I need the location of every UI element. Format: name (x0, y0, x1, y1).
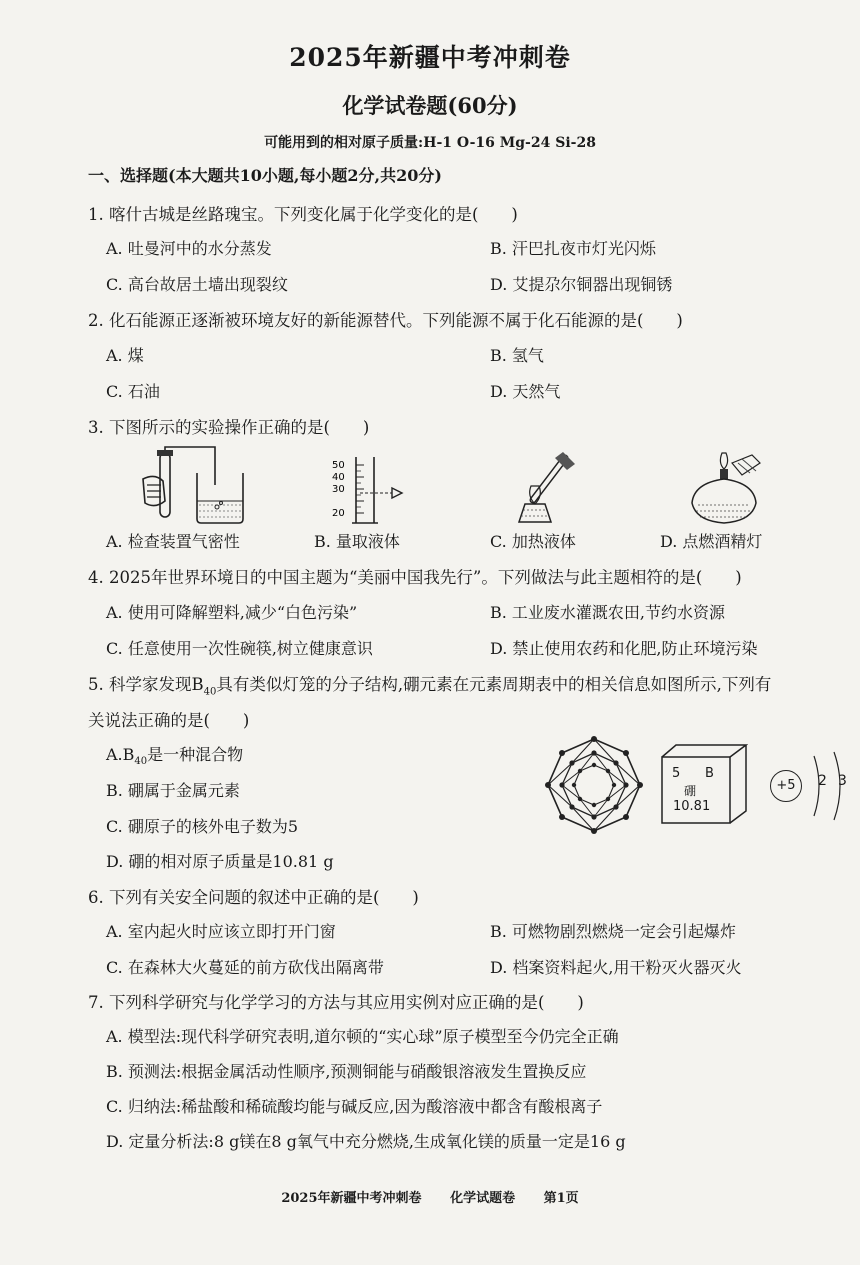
cylinder-tick-30: 30 (332, 484, 345, 495)
question-1-option-d: D. 艾提尕尔铜器出现铜锈 (490, 275, 673, 294)
question-3-option-c: C. 加热液体 (490, 532, 576, 551)
question-4-option-a: A. 使用可降解塑料,减少“白色污染” (106, 603, 358, 622)
question-6-option-d: D. 档案资料起火,用干粉灭火器灭火 (490, 958, 742, 977)
atom-nucleus: +5 (770, 770, 802, 802)
question-4-stem: 4. 2025年世界环境日的中国主题为“美丽中国我先行”。下列做法与此主题相符的是( ) (88, 568, 742, 587)
question-5-option-d: D. 硼的相对原子质量是10.81 g (106, 852, 334, 871)
element-name: 硼 (684, 784, 697, 798)
question-4-option-b: B. 工业废水灌溉农田,节约水资源 (490, 603, 726, 622)
question-4-option-d: D. 禁止使用农药和化肥,防止环境污染 (490, 639, 758, 658)
question-5-stem-pre: 5. 科学家发现B (88, 675, 204, 694)
page-subtitle: 化学试卷题(60分) (342, 93, 518, 118)
question-4-option-c: C. 任意使用一次性碗筷,树立健康意识 (106, 639, 373, 658)
question-6-stem: 6. 下列有关安全问题的叙述中正确的是( ) (88, 888, 419, 907)
cylinder-tick-50: 50 (332, 460, 345, 471)
question-6-option-b: B. 可燃物剧烈燃烧一定会引起爆炸 (490, 922, 736, 941)
question-2-option-d: D. 天然气 (490, 382, 561, 401)
question-5-stem-line2: 关说法正确的是( ) (88, 711, 250, 730)
question-5-stem-line1 (88, 671, 771, 697)
atom-shell-1-electrons: 2 (818, 773, 827, 789)
footer-page-number: 第1页 (543, 1191, 579, 1206)
question-7-option-b: B. 预测法:根据金属活动性顺序,预测铜能与硝酸银溶液发生置换反应 (106, 1062, 587, 1081)
question-1-option-b: B. 汗巴扎夜市灯光闪烁 (490, 239, 656, 258)
element-symbol: B (705, 766, 714, 781)
question-2-stem: 2. 化石能源正逐渐被环境友好的新能源替代。下列能源不属于化石能源的是( ) (88, 311, 683, 330)
airtightness-check-figure (135, 445, 255, 527)
question-5-option-a (106, 742, 243, 767)
footer-subject: 化学试题卷 (450, 1191, 516, 1206)
heating-liquid-figure (505, 448, 585, 526)
alcohol-lamp-figure (680, 445, 770, 527)
question-3-stem: 3. 下图所示的实验操作正确的是( ) (88, 418, 370, 437)
page-footer (0, 1187, 860, 1206)
question-5-option-a-post: 是一种混合物 (147, 745, 244, 764)
cylinder-tick-40: 40 (332, 472, 345, 483)
electron-shell-arcs (808, 750, 858, 822)
page-title: 2025年新疆中考冲刺卷 (289, 43, 571, 72)
question-2-option-c: C. 石油 (106, 382, 160, 401)
cylinder-tick-20: 20 (332, 508, 345, 519)
question-5-option-a-sub: 40 (134, 756, 148, 768)
atom-shell-2-electrons: 3 (838, 773, 847, 789)
section-heading: 一、选择题(本大题共10小题,每小题2分,共20分) (88, 166, 442, 185)
element-atomic-mass: 10.81 (673, 799, 711, 814)
question-5-stem-post: 具有类似灯笼的分子结构,硼元素在元素周期表中的相关信息如图所示,下列有 (216, 675, 772, 694)
question-3-option-b: B. 量取液体 (314, 532, 400, 551)
question-2-option-a: A. 煤 (106, 346, 144, 365)
question-1-option-a: A. 吐曼河中的水分蒸发 (106, 239, 272, 258)
question-7-option-a: A. 模型法:现代科学研究表明,道尔顿的“实心球”原子模型至今仍完全正确 (106, 1027, 619, 1046)
question-7-option-d: D. 定量分析法:8 g镁在8 g氧气中充分燃烧,生成氧化镁的质量一定是16 g (106, 1132, 626, 1151)
atomic-masses-note: 可能用到的相对原子质量:H-1 O-16 Mg-24 Si-28 (264, 135, 596, 151)
element-atomic-number: 5 (672, 766, 681, 781)
question-7-stem: 7. 下列科学研究与化学学习的方法与其应用实例对应正确的是( ) (88, 993, 584, 1012)
question-1-option-c: C. 高台故居土墙出现裂纹 (106, 275, 288, 294)
question-6-option-c: C. 在森林大火蔓延的前方砍伐出隔离带 (106, 958, 384, 977)
question-3-option-d: D. 点燃酒精灯 (660, 532, 763, 551)
question-5-option-b: B. 硼属于金属元素 (106, 781, 240, 800)
question-5-option-c: C. 硼原子的核外电子数为5 (106, 817, 299, 836)
graduated-cylinder-figure (330, 455, 410, 527)
question-3-option-a: A. 检查装置气密性 (106, 532, 240, 551)
b40-molecule-figure (544, 735, 644, 835)
footer-exam-name: 2025年新疆中考冲刺卷 (281, 1191, 422, 1206)
question-2-option-b: B. 氢气 (490, 346, 544, 365)
question-7-option-c: C. 归纳法:稀盐酸和稀硫酸均能与碱反应,因为酸溶液中都含有酸根离子 (106, 1097, 603, 1116)
question-1-stem: 1. 喀什古城是丝路瑰宝。下列变化属于化学变化的是( ) (88, 205, 518, 224)
question-6-option-a: A. 室内起火时应该立即打开门窗 (106, 922, 336, 941)
question-5-stem-sub: 40 (203, 686, 217, 698)
question-5-option-a-pre: A.B (106, 745, 135, 764)
